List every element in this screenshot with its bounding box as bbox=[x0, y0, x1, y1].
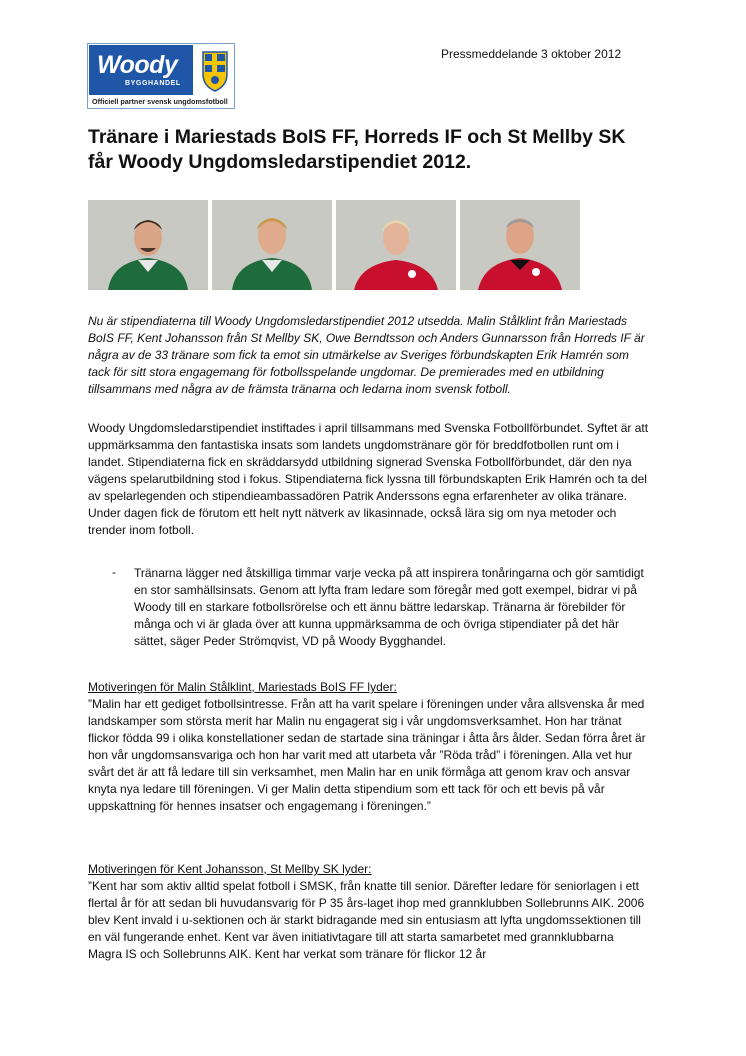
quote-dash: - bbox=[112, 565, 116, 579]
intro-paragraph: Nu är stipendiaterna till Woody Ungdomsledarstipendiet 2012 utsedda. Malin Stålklint från Mariestads BoIS FF, Kent Johansson från St Mellby SK, Owe Berndtsson och Anders Gunnarsson från Horreds IF är några av de 33 tränare som fick ta emot sin utmärkelse av Sveriges förbundskapten Erik Hamrén som tack för sitt stora engagemang för fotbollsspelande ungdomar. De premierades med en utbildning tillsammans med några av de främsta tränarna och ledarna inom svensk fotboll. bbox=[88, 314, 645, 396]
motivation-malin-heading: Motiveringen för Malin Stålklint, Mariestads BoIS FF lyder: bbox=[88, 680, 397, 694]
logo-tagline: Officiell partner svensk ungdomsfotboll bbox=[92, 97, 228, 106]
portrait-photo-1 bbox=[88, 200, 208, 290]
quote-paragraph: Tränarna lägger ned åtskilliga timmar varje vecka på att inspirera tonåringarna och gör samtidigt en stor samhällsinsats. Genom att lyfta fram ledare som föregår med gott exempel, bidrar vi på Woody till en starkare fotbollsrörelse och ett ännu bättre ledarskap. Tränarna är förebilder för många och vi är glada över att kunna uppmärksamma de och övriga stipendiater på det här sättet, säger Peder Strömqvist, VD på Woody Bygghandel. bbox=[134, 566, 644, 648]
motivation-malin bbox=[88, 679, 650, 815]
page-title: Tränare i Mariestads BoIS FF, Horreds IF och St Mellby SK får Woody Ungdomsledarstipendiet 2012. bbox=[88, 126, 626, 173]
motivation-kent-text: ”Kent har som aktiv alltid spelat fotboll i SMSK, från knatte till senior. Därefter ledare för seniorlagen i ett flertal år för att sedan bli huvudansvarig för P 35 års-laget ihop med grannklubben Sollebrunns AIK. 2006 blev Kent invald i u-sektionen och är starkt bidragande med sin entusiasm att lyfta ungdomssektionen till en väl fungerande enhet. Kent var även initiativtagare till att starta samarbetet med grannklubbarna Magra IS och Sollebrunns AIK. Kent har verkat som tränare för flickor 12 år bbox=[88, 879, 645, 961]
woody-logo bbox=[87, 43, 235, 109]
logo-blue-panel bbox=[89, 45, 193, 95]
motivation-kent-heading: Motiveringen för Kent Johansson, St Mellby SK lyder: bbox=[88, 862, 372, 876]
swedish-fa-crest-icon bbox=[200, 48, 230, 92]
logo-wordmark: Woody bbox=[97, 51, 178, 79]
portrait-photo-2 bbox=[212, 200, 332, 290]
logo-subtext: BYGGHANDEL bbox=[125, 80, 181, 87]
body-paragraph-1: Woody Ungdomsledarstipendiet instiftades i april tillsammans med Svenska Fotbollförbundet. Syftet är att uppmärksamma den fantastiska insats som landets ungdomstränare gör för breddfotbollen runt om i landet. Stipendiaterna fick en skräddarsydd utbildning signerad Svenska Fotbollförbundet, där den nya vägens spelarutbildning stod i fokus. Stipendiaterna fick lyssna till förbundskapten Erik Hamrén och ta del av spelarlegenden och stipendieambassadören Patrik Anderssons egna erfarenheter av olika tränare. Under dagen fick de förutom ett helt nytt nätverk av likasinnade, också lära sig om nya metoder och trender inom fotboll. bbox=[88, 421, 649, 537]
motivation-malin-text: ”Malin har ett gediget fotbollsintresse. Från att ha varit spelare i föreningen under våra allsvenska år med landskamper som största merit har Malin nu engagerat sig i vår ungdomsverksamhet. Hon har tränat flickor födda 99 i olika konstellationer sedan de startade sina träningar i åtta års ålder. Sedan förra året är hon vår ungdomsansvariga och hon har varit med att utarbeta vår ”Röda tråd” i föreningen. Alla vet hur svårt det är att få ledare till sin verksamhet, men Malin har en unik förmåga att genom krav och ansvar knyta nya ledare till föreningen. Vi ger Malin detta stipendium som ett tack för och ett bevis på vår uppskattning för hennes insatser och engagemang i föreningen.” bbox=[88, 697, 646, 813]
portrait-photo-4 bbox=[460, 200, 580, 290]
portrait-photo-3 bbox=[336, 200, 456, 290]
motivation-kent bbox=[88, 861, 650, 963]
press-release-date: Pressmeddelande 3 oktober 2012 bbox=[441, 47, 622, 61]
